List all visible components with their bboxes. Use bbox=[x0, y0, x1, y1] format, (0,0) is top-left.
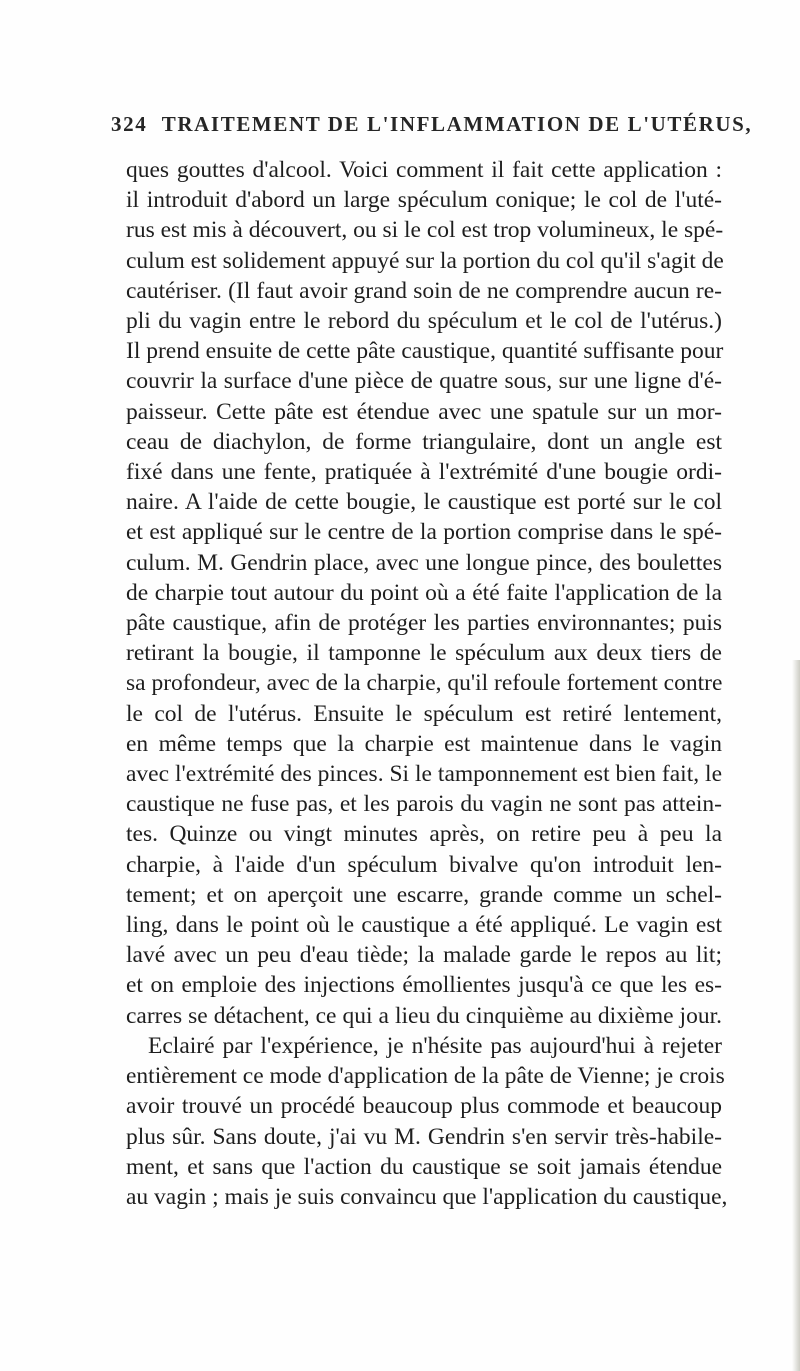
text-line: au vagin ; mais je suis convaincu que l'application du caustique, bbox=[126, 1183, 728, 1210]
text-line: le col de l'utérus. Ensuite le spéculum est retiré lentement, bbox=[126, 700, 722, 727]
text-line: charpie, à l'aide d'un spéculum bivalve qu'on introduit len- bbox=[126, 851, 722, 878]
body-paragraph bbox=[126, 155, 728, 1212]
text-line: lavé avec un peu d'eau tiède; la malade garde le repos au lit; bbox=[126, 942, 722, 969]
text-line: ling, dans le point où le caustique a été appliqué. Le vagin est bbox=[126, 912, 722, 939]
running-title: TRAITEMENT DE L'INFLAMMATION DE L'UTÉRUS, bbox=[161, 112, 753, 136]
page-number: 324 bbox=[111, 112, 148, 136]
text-line: couvrir la surface d'une pièce de quatre sous, sur une ligne d'é- bbox=[126, 368, 722, 395]
text-line: retirant la bougie, il tamponne le spéculum aux deux tiers de bbox=[126, 640, 722, 667]
text-line: carres se détachent, ce qui a lieu du cinquième au dixième jour. bbox=[126, 1002, 722, 1029]
text-line: avec l'extrémité des pinces. Si le tamponnement est bien fait, le bbox=[126, 761, 722, 788]
page-edge-shadow bbox=[792, 660, 800, 1371]
text-line: ceau de diachylon, de forme triangulaire, dont un angle est bbox=[126, 428, 722, 455]
text-line: tes. Quinze ou vingt minutes après, on retire peu à peu la bbox=[126, 821, 722, 848]
text-line: Eclairé par l'expérience, je n'hésite pas aujourd'hui à rejeter bbox=[148, 1032, 722, 1059]
text-line: et est appliqué sur le centre de la portion comprise dans le spé- bbox=[126, 519, 722, 546]
text-line: Il prend ensuite de cette pâte caustique, quantité suffisante pour bbox=[126, 338, 724, 365]
text-line: sa profondeur, avec de la charpie, qu'il refoule fortement contre bbox=[126, 670, 723, 697]
text-line: entièrement ce mode d'application de la pâte de Vienne; je crois bbox=[126, 1063, 725, 1090]
text-line: de charpie tout autour du point où a été faite l'application de la bbox=[126, 579, 722, 606]
text-line: paisseur. Cette pâte est étendue avec une spatule sur un mor- bbox=[126, 398, 722, 425]
text-line: caustique ne fuse pas, et les parois du vagin ne sont pas attein- bbox=[126, 791, 722, 818]
text-line: ment, et sans que l'action du caustique se soit jamais étendue bbox=[126, 1153, 722, 1180]
text-line: fixé dans une fente, pratiquée à l'extrémité d'une bougie ordi- bbox=[126, 459, 722, 486]
text-line: pâte caustique, afin de protéger les parties environnantes; puis bbox=[126, 610, 722, 637]
text-line: naire. A l'aide de cette bougie, le caustique est porté sur le col bbox=[126, 489, 722, 516]
running-head bbox=[111, 112, 753, 137]
text-line: tement; et on aperçoit une escarre, grande comme un schel- bbox=[126, 881, 722, 908]
text-line: et on emploie des injections émollientes jusqu'à ce que les es- bbox=[126, 972, 722, 999]
text-line: culum est solidement appuyé sur la portion du col qu'il s'agit de bbox=[126, 247, 724, 274]
text-line: en même temps que la charpie est maintenue dans le vagin bbox=[126, 730, 722, 757]
text-line: avoir trouvé un procédé beaucoup plus commode et beaucoup bbox=[126, 1093, 722, 1120]
text-line: cautériser. (Il faut avoir grand soin de ne comprendre aucun re- bbox=[126, 277, 722, 304]
text-line: pli du vagin entre le rebord du spéculum et le col de l'utérus.) bbox=[126, 308, 722, 335]
text-line: ques gouttes d'alcool. Voici comment il fait cette application : bbox=[126, 157, 722, 183]
text-line: culum. M. Gendrin place, avec une longue pince, des boulettes bbox=[126, 549, 722, 576]
text-line: rus est mis à découvert, ou si le col est trop volumineux, le spé- bbox=[126, 217, 724, 244]
text-line: il introduit d'abord un large spéculum conique; le col de l'uté- bbox=[126, 187, 722, 214]
text-line: plus sûr. Sans doute, j'ai vu M. Gendrin s'en servir très-habile- bbox=[126, 1123, 722, 1150]
